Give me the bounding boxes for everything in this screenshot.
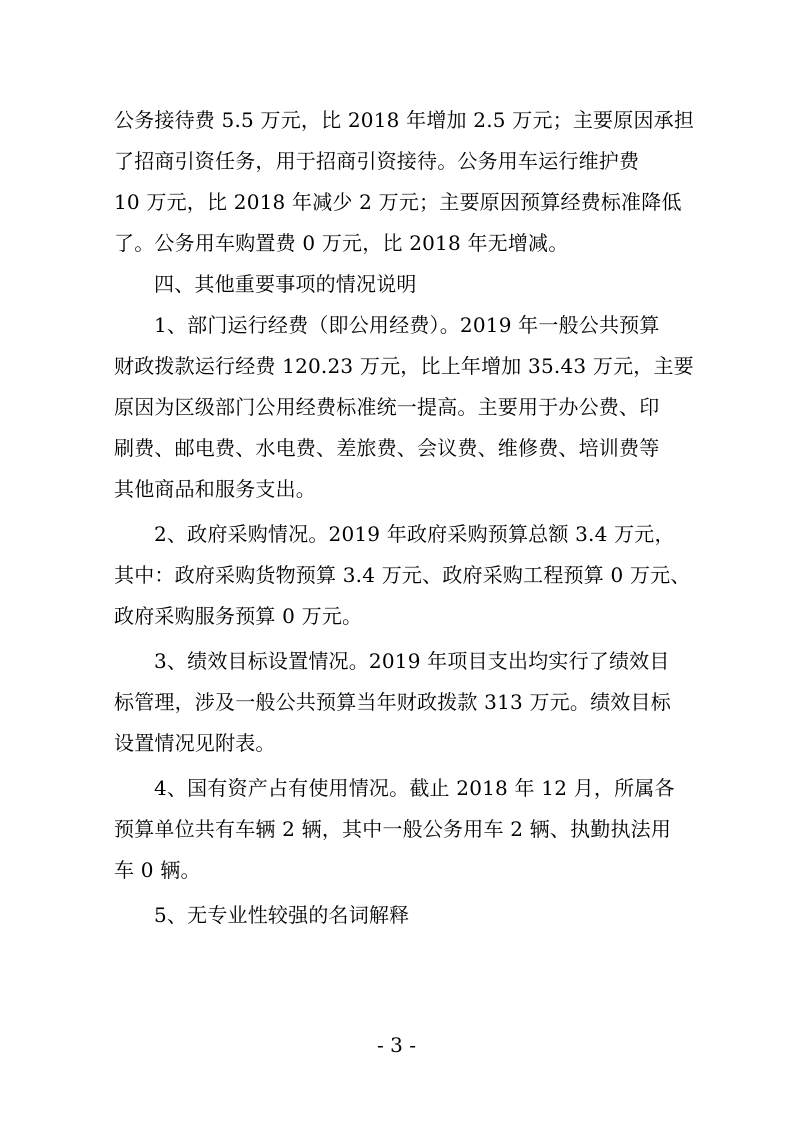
text-line: 车 0 辆。 [114, 858, 201, 882]
text-line: 4、国有资产占有使用情况。截止 2018 年 12 月，所属各 [154, 776, 675, 800]
text-line: 3、绩效目标设置情况。2019 年项目支出均实行了绩效目 [154, 649, 670, 673]
text-line: 原因为区级部门公用经费标准统一提高。主要用于办公费、印 [114, 395, 660, 419]
page-number: - 3 - [377, 1033, 416, 1057]
text-line: 公务接待费 5.5 万元，比 2018 年增加 2.5 万元；主要原因承担 [114, 108, 695, 132]
section-heading: 四、其他重要事项的情况说明 [154, 272, 417, 296]
text-line: 5、无专业性较强的名词解释 [154, 903, 410, 927]
text-line: 了招商引资任务，用于招商引资接待。公务用车运行维护费 [114, 149, 640, 173]
text-line: 其中：政府采购货物预算 3.4 万元、政府采购工程预算 0 万元、 [114, 563, 691, 587]
text-line: 刷费、邮电费、水电费、差旅费、会议费、维修费、培训费等 [114, 436, 660, 460]
text-line: 预算单位共有车辆 2 辆，其中一般公务用车 2 辆、执勤执法用 [114, 817, 672, 841]
text-line: 2、政府采购情况。2019 年政府采购预算总额 3.4 万元， [154, 522, 675, 546]
text-line: 其他商品和服务支出。 [114, 477, 316, 501]
document-body [114, 100, 695, 936]
text-line: 政府采购服务预算 0 万元。 [114, 604, 363, 628]
text-line: 10 万元，比 2018 年减少 2 万元；主要原因预算经费标准降低 [114, 190, 682, 214]
text-line: 财政拨款运行经费 120.23 万元，比上年增加 35.43 万元，主要 [114, 354, 694, 378]
text-line: 设置情况见附表。 [114, 731, 276, 755]
text-line: 了。公务用车购置费 0 万元，比 2018 年无增减。 [114, 231, 569, 255]
text-line: 标管理，涉及一般公共预算当年财政拨款 313 万元。绩效目标 [114, 690, 671, 714]
text-line: 1、部门运行经费（即公用经费）。2019 年一般公共预算 [154, 313, 660, 337]
